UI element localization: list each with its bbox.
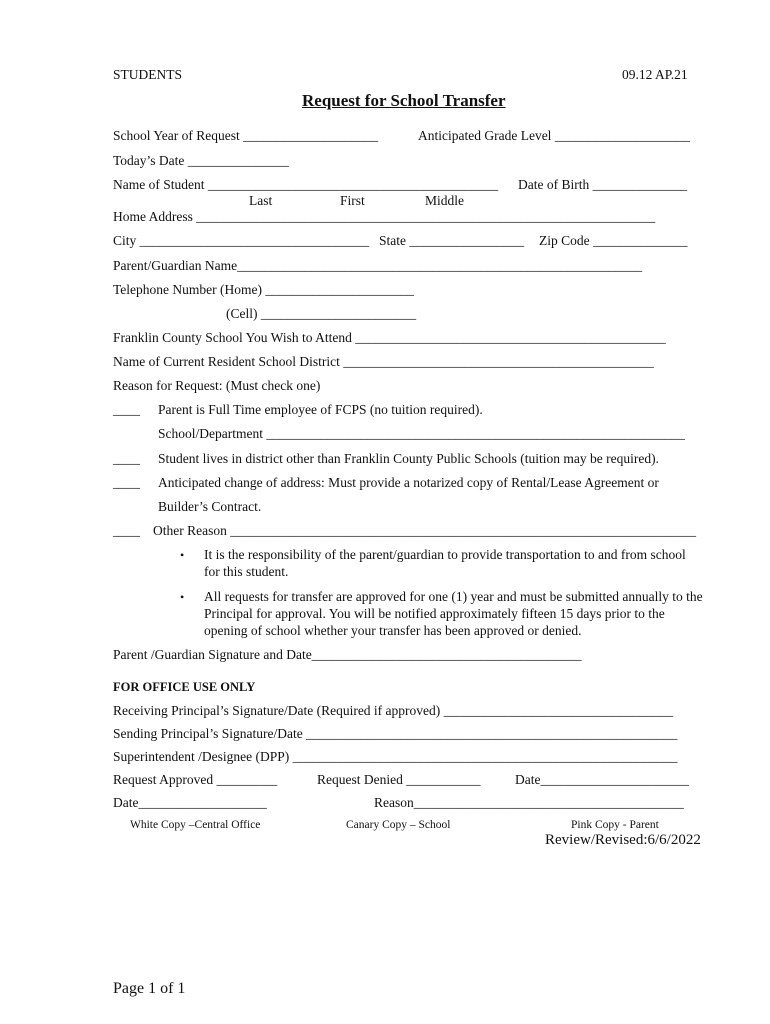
review-revised-date: Review/Revised:6/6/2022 <box>545 832 701 848</box>
bullet-2-icon: • <box>180 590 185 604</box>
reason-3-continued: Builder’s Contract. <box>158 499 262 514</box>
request-denied-field: Request Denied ___________ <box>317 772 481 787</box>
reason-3-check: ____ <box>113 475 140 490</box>
approval-date-field: Date______________________ <box>515 772 689 787</box>
guardian-signature-field: Parent /Guardian Signature and Date________________________________________ <box>113 647 582 662</box>
reason-3-text: Anticipated change of address: Must provide a notarized copy of Rental/Lease Agreement or <box>158 475 659 490</box>
reason-1-department: School/Department ______________________________________________________________ <box>158 426 685 441</box>
zip-field: Zip Code ______________ <box>539 233 688 248</box>
guardian-name-field: Parent/Guardian Name____________________________________________________________ <box>113 258 643 273</box>
office-reason-field: Reason________________________________________ <box>374 795 684 810</box>
school-to-attend-field: Franklin County School You Wish to Attend ______________________________________________ <box>113 330 666 345</box>
bullet-1-icon: • <box>180 548 185 562</box>
telephone-cell-field: (Cell) _______________________ <box>226 306 417 321</box>
reason-4-check: ____ <box>113 523 140 538</box>
header-right: 09.12 AP.21 <box>622 67 688 82</box>
superintendent-field: Superintendent /Designee (DPP) _________________________________________________________ <box>113 749 678 764</box>
reason-2-check: ____ <box>113 451 140 466</box>
reason-2-text: Student lives in district other than Franklin County Public Schools (tuition may be required). <box>158 451 659 466</box>
receiving-principal-field: Receiving Principal’s Signature/Date (Required if approved) __________________________________ <box>113 703 674 718</box>
request-approved-field: Request Approved _________ <box>113 772 278 787</box>
school-year-field: School Year of Request ____________________ <box>113 128 379 143</box>
state-field: State _________________ <box>379 233 525 248</box>
current-district-field: Name of Current Resident School District ______________________________________________ <box>113 354 654 369</box>
canary-copy-label: Canary Copy – School <box>346 819 451 831</box>
page-number: Page 1 of 1 <box>113 980 186 997</box>
page-title: Request for School Transfer <box>302 91 506 110</box>
student-name-field: Name of Student ___________________________________________ <box>113 177 499 192</box>
pink-copy-label: Pink Copy - Parent <box>571 819 659 831</box>
name-last-label: Last <box>249 193 273 208</box>
name-first-label: First <box>340 193 365 208</box>
grade-level-field: Anticipated Grade Level ____________________ <box>418 128 690 143</box>
bullet-1-text: It is the responsibility of the parent/guardian to provide transportation to and from school for this student. <box>204 547 686 579</box>
reason-4-text: Other Reason _____________________________________________________________________ <box>153 523 696 538</box>
telephone-home-field: Telephone Number (Home) ______________________ <box>113 282 414 297</box>
name-middle-label: Middle <box>425 193 464 208</box>
reason-1-check: ____ <box>113 402 140 417</box>
header-left: STUDENTS <box>113 67 183 82</box>
home-address-field: Home Address ____________________________________________________________________ <box>113 209 656 224</box>
date-of-birth-field: Date of Birth ______________ <box>518 177 688 192</box>
reason-1-text: Parent is Full Time employee of FCPS (no tuition required). <box>158 402 483 417</box>
todays-date-field: Today’s Date _______________ <box>113 153 290 168</box>
office-date-field: Date___________________ <box>113 795 267 810</box>
city-field: City __________________________________ <box>113 233 370 248</box>
bullet-2-text: All requests for transfer are approved for one (1) year and must be submitted annually to the Principal for approval. You will be notified approximately fifteen 15 days prior to the opening of school whether your transfer has been approved or denied. <box>204 589 703 638</box>
white-copy-label: White Copy –Central Office <box>130 819 261 831</box>
office-use-heading: FOR OFFICE USE ONLY <box>113 680 256 694</box>
reason-heading: Reason for Request: (Must check one) <box>113 378 321 393</box>
sending-principal-field: Sending Principal’s Signature/Date _______________________________________________________ <box>113 726 678 741</box>
